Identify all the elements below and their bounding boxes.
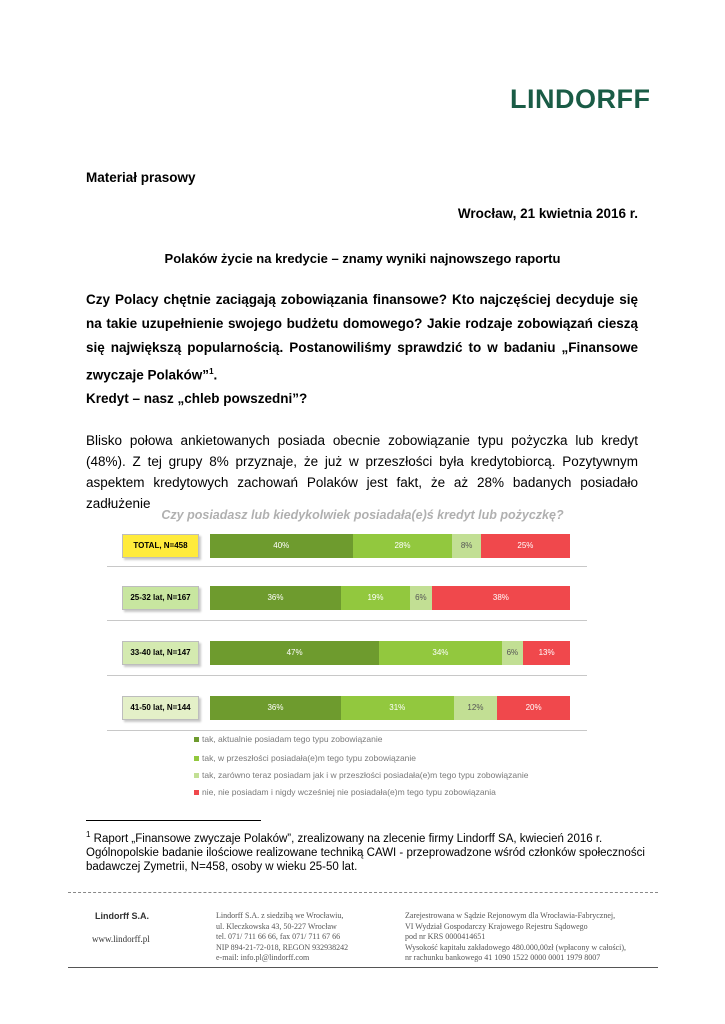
chart-category-label: 41-50 lat, N=144 (122, 696, 199, 720)
footnote-line-1: Raport „Finansowe zwyczaje Polaków”, zrealizowany na zlecenie firmy Lindorff SA, kwiecień 2016 r. (90, 832, 603, 845)
chart-bar-segment: 12% (454, 696, 498, 720)
chart-bar-row (210, 586, 570, 610)
legend-label: tak, zarówno teraz posiadam jak i w przeszłości posiadała(e)m tego typu zobowiązanie (202, 770, 529, 780)
body-paragraph: Blisko połowa ankietowanych posiada obecnie zobowiązanie typu pożyczka lub kredyt (48%). Z tej grupy 8% przyznaje, że już w przeszłości była kredytobiorcą. Pozytywnym aspektem kredytowych zachowań Polaków jest fakt, że aż 28% badanych posiadało zadłużenie (86, 433, 638, 511)
intro-footnote-ref: 1 (209, 367, 214, 376)
legend-label: nie, nie posiadam i nigdy wcześniej nie posiadała(e)m tego typu zobowiązania (202, 787, 496, 797)
document-type-heading: Materiał prasowy (86, 170, 196, 185)
footnote-divider (86, 820, 261, 821)
chart-legend-item (194, 734, 383, 744)
chart-bar-segment: 47% (210, 641, 379, 665)
lindorff-logo: LINDORFF (510, 84, 651, 114)
footnote-marker: 1 (86, 830, 91, 839)
chart-legend-item (194, 753, 416, 763)
footer-website-link[interactable]: www.lindorff.pl (92, 934, 150, 944)
section-heading: Kredyt – nasz „chleb powszedni”? (86, 391, 308, 406)
footer-email-link[interactable]: e-mail: info.pl@lindorff.com (216, 953, 310, 962)
footer-registration-line: Zarejestrowana w Sądzie Rejonowym dla Wrocławia-Fabrycznej, (405, 911, 616, 920)
chart-bar-segment: 40% (210, 534, 353, 558)
footer-top-rule (68, 892, 658, 893)
footer-registration-line: nr rachunku bankowego 41 1090 1522 0000 0001 1979 8007 (405, 953, 601, 962)
footer-address-line: Lindorff S.A. z siedzibą we Wrocławiu, (216, 911, 344, 920)
chart-bar-row (210, 534, 570, 558)
chart-bar-segment: 8% (452, 534, 481, 558)
footer-registration-line: pod nr KRS 0000414651 (405, 932, 486, 941)
chart-bar-segment: 36% (210, 696, 341, 720)
chart-legend-item (194, 787, 496, 797)
legend-swatch-icon (194, 737, 199, 742)
chart-category-label: TOTAL, N=458 (122, 534, 199, 558)
chart-bar-segment: 13% (523, 641, 570, 665)
chart-bar-segment: 19% (341, 586, 410, 610)
footer-company-name: Lindorff S.A. (95, 911, 149, 921)
footer-registration-line: Wysokość kapitału zakładowego 480.000,00zł (wpłacony w całości), (405, 942, 627, 952)
chart-bar-segment: 38% (432, 586, 570, 610)
footer-address-line: tel. 071/ 711 66 66, fax 071/ 711 67 66 (216, 932, 341, 941)
chart-title: Czy posiadasz lub kiedykolwiek posiadała(e)ś kredyt lub pożyczkę? (161, 508, 564, 522)
footer-address-line: NIP 894-21-72-018, REGON 932938242 (216, 942, 349, 952)
footer-bottom-rule (68, 967, 658, 968)
chart-gridline (107, 566, 587, 567)
footer-address-block (216, 911, 348, 964)
legend-swatch-icon (194, 756, 199, 761)
legend-swatch-icon (194, 773, 199, 778)
chart-bar-segment: 36% (210, 586, 341, 610)
footnote-line-2: Ogólnopolskie badanie ilościowe realizowane techniką CAWI - przeprowadzone wśród członków społeczności badawczej Zymetrii, N=458, osoby w wieku 25-50 lat. (86, 846, 645, 873)
chart-gridline (107, 730, 587, 731)
chart-gridline (107, 620, 587, 621)
chart-bar-segment: 20% (497, 696, 570, 720)
footer-registration-block (405, 911, 626, 964)
intro-text: Czy Polacy chętnie zaciągają zobowiązania finansowe? Kto najczęściej decyduje się na takie uzupełnienie swojego budżetu domowego? Jakie rodzaje zobowiązań cieszą się największą popularnością. Postanowiliśmy sprawdzić to w badaniu „Finansowe zwyczaje Polaków” (86, 292, 638, 383)
chart-bar-segment: 31% (341, 696, 454, 720)
legend-label: tak, w przeszłości posiadała(e)m tego typu zobowiązanie (202, 753, 417, 763)
chart-category-label: 33-40 lat, N=147 (122, 641, 199, 665)
release-date: Wrocław, 21 kwietnia 2016 r. (457, 206, 638, 221)
chart-bar-segment: 6% (502, 641, 524, 665)
footer-address-line: ul. Kleczkowska 43, 50-227 Wrocław (216, 921, 337, 931)
intro-paragraph (86, 288, 638, 388)
chart-category-label: 25-32 lat, N=167 (122, 586, 199, 610)
chart-bar-segment: 28% (353, 534, 453, 558)
chart-gridline (107, 675, 587, 676)
intro-end: . (213, 367, 218, 383)
legend-swatch-icon (194, 790, 199, 795)
chart-bar-segment: 34% (379, 641, 501, 665)
legend-label: tak, aktualnie posiadam tego typu zobowiązanie (202, 734, 383, 744)
chart-legend-item (194, 770, 528, 780)
chart-bar-row (210, 641, 570, 665)
footer-registration-line: VI Wydział Gospodarczy Krajowego Rejestru Sądowego (405, 921, 588, 931)
chart-bar-segment: 6% (410, 586, 432, 610)
press-release-title: Polaków życie na kredycie – znamy wyniki najnowszego raportu (164, 251, 561, 266)
chart-bar-row (210, 696, 570, 720)
footnote (86, 828, 646, 874)
chart-bar-segment: 25% (481, 534, 570, 558)
